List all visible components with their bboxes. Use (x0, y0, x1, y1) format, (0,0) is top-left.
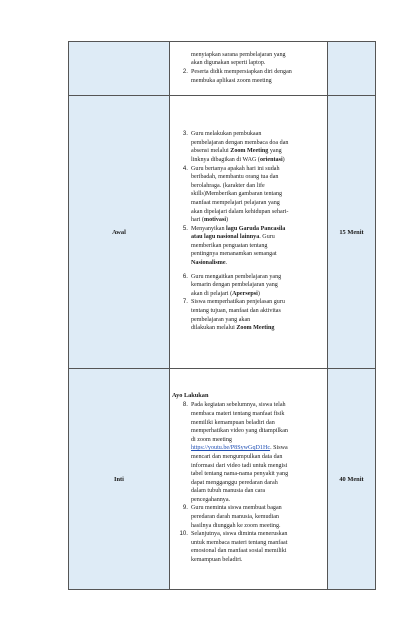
continuation-line: menyiapkan sarana pembelajaran yang (191, 51, 286, 58)
list-text: Selanjutnya, siswa diminta meneruskan untuk membaca materi tentang manfaat emosional dan manfaat sosial memiliki kemampuan beladiri. (191, 531, 288, 564)
duration-label: 40 Menit (339, 475, 364, 483)
list-text: Guru meminta siswa membuat bagan peredaran darah manusia, kemudian hasilnya diunggah ke zoom meeting. (191, 505, 282, 529)
list-number: 3. (182, 130, 188, 138)
duration-label: 15 Menit (339, 228, 364, 236)
time-cell (328, 42, 376, 96)
list-text: Menyanyikan lagu Garuda Pancasila atau lagu nasional lainnya. Guru memberikan penguatan tentang pentingnya menanamkan semangat Nasionalisme. (191, 225, 286, 267)
list-text: Pada kegiatan sebelumnya, siswa telah membaca materi tentang manfaat fisik memiliki kemampuan beladiri dan memperhatikan video yang ditampilkan di zoom meeting https://youtu.be/P8SywGqD1Hc. Siswa mencari dan mengumpulkan data dan informasi dari video tadi untuk mengisi tabel tentang nama-nama penyakit yang dapat mengganggu peredaran darah dalam tubuh manusia dan cara pencegahannya. (191, 402, 289, 503)
list-item (172, 130, 323, 164)
list-number: 7. (182, 298, 188, 306)
list-text: Siswa memperhatikan penjelasan guru tentang tujuan, manfaat dan aktivitas pembelajaran yang akan dilakukan melalui Zoom Meeting (191, 299, 285, 332)
list-number: 10. (179, 530, 188, 538)
list-item (172, 504, 323, 530)
list-text: Guru melakukan pembukaan pembelajaran dengan membaca doa dan absensi melalui Zoom Meeting yang linknya dibagikan di WAG (orientasi) (191, 131, 289, 163)
list-text: Guru mengaitkan pembelajaran yang kemarin dengan pembelajaran yang akan di pelajari (Apersepsi) (191, 273, 282, 297)
lesson-plan-table (68, 41, 376, 590)
step-list (170, 50, 327, 87)
phase-cell (69, 42, 170, 96)
phase-cell-inti (69, 369, 170, 590)
list-text: Guru bertanya apakah hari ini sudah beribadah, membantu orang tua dan berolahraga. (karakter dan life skills)Memberikan gambaran tentang manfaat mempelajari pelajaran yang akan dipelajari dalam kehidupan sehari- hari (motivasi) (191, 165, 289, 224)
phase-label: Awal (112, 228, 126, 236)
phase-cell-awal (69, 96, 170, 369)
step-list (170, 129, 327, 335)
list-number: 5. (182, 224, 188, 232)
video-link[interactable]: https://youtu.be/P8SywGqD1Hc (191, 445, 271, 452)
continuation-line: akan digunakan seperti laptop. (191, 60, 266, 67)
time-cell-awal (328, 96, 376, 369)
table-row-continuation (69, 42, 376, 96)
list-number: 2. (182, 68, 188, 75)
list-number: 8. (182, 401, 188, 409)
list-item (172, 298, 323, 332)
list-number: 9. (182, 504, 188, 512)
list-item (172, 530, 323, 564)
section-heading: Ayo Lakukan (172, 392, 209, 400)
list-item (172, 165, 323, 225)
activity-cell-inti (170, 369, 328, 590)
list-number: 4. (182, 164, 188, 172)
list-item (172, 401, 323, 504)
activity-cell-awal (170, 96, 328, 369)
list-item (172, 68, 323, 85)
step-list (170, 400, 327, 566)
list-text: Peserta didik mempersiapkan diri dengan membuka aplikasi zoom meeting (191, 69, 292, 84)
activity-cell (170, 42, 328, 96)
time-cell-inti (328, 369, 376, 590)
list-number: 6. (182, 272, 188, 280)
list-item (172, 225, 323, 268)
list-item (172, 273, 323, 299)
table-row-awal (69, 96, 376, 369)
table-row-inti (69, 369, 376, 590)
phase-label: Inti (114, 475, 124, 483)
